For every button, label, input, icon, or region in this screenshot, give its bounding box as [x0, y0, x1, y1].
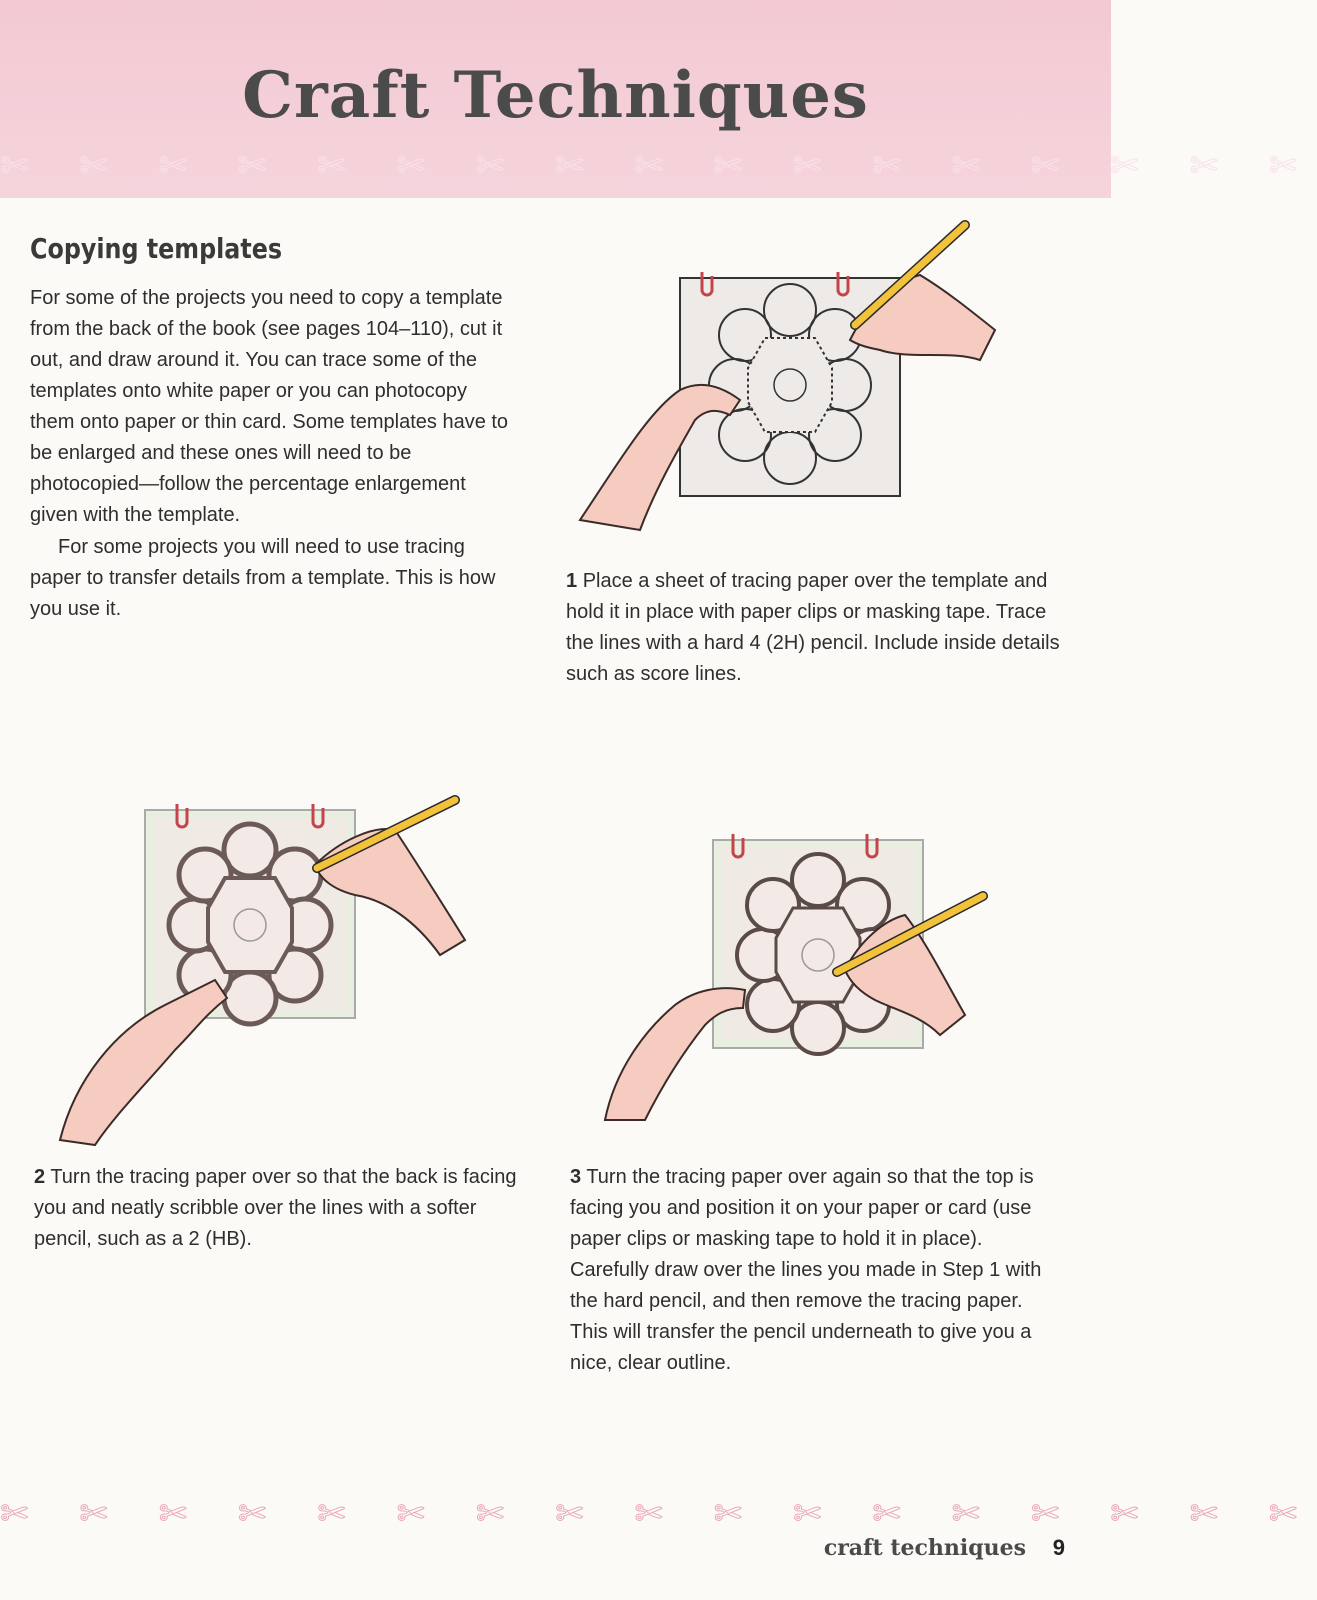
footer-section-name: craft techniques [823, 1535, 1027, 1561]
scissor-border-top: ✄ ✄ ✄ ✄ ✄ ✄ ✄ ✄ ✄ ✄ ✄ ✄ ✄ ✄ ✄ ✄ ✄ [0, 146, 1317, 186]
step-3-caption [570, 1162, 1050, 1379]
scissor-border-bottom: ✄ ✄ ✄ ✄ ✄ ✄ ✄ ✄ ✄ ✄ ✄ ✄ ✄ ✄ ✄ ✄ ✄ [0, 1494, 1317, 1534]
page-title: Craft Techniques [242, 58, 869, 133]
page-number: 9 [1052, 1535, 1065, 1560]
left-hand [605, 988, 745, 1120]
step-1-caption [566, 566, 1066, 690]
step-number: 3 [570, 1166, 582, 1188]
step-text: Turn the tracing paper over so that the back is facing you and neatly scribble over the lines with a softer pencil, such as a 2 (HB). [34, 1166, 517, 1250]
section-heading: Copying templates [30, 232, 283, 265]
left-hand [60, 980, 227, 1145]
intro-paragraph-1: For some of the projects you need to copy a template from the back of the book (see pages 104–110), cut it out, and draw around it. You can trace some of the templates onto white paper or you can photocopy them onto paper or thin card. Some templates have to be enlarged and these ones will need to be photocopied—follow the percentage enlargement given with the template. [30, 287, 509, 526]
intro-paragraph-2: For some projects you will need to use tracing paper to transfer details from a template. This is how you use it. [30, 536, 496, 620]
step-number: 1 [566, 570, 578, 592]
step-1-illustration [580, 220, 1010, 550]
step-2-illustration [55, 800, 505, 1150]
step-number: 2 [34, 1166, 46, 1188]
step-3-illustration [605, 830, 1035, 1150]
step-text: Place a sheet of tracing paper over the template and hold it in place with paper clips or masking tape. Trace the lines with a hard 4 (2H) pencil. Include inside details such as score lines. [566, 570, 1060, 685]
step-text: Turn the tracing paper over again so that the top is facing you and position it on your paper or card (use paper clips or masking tape to hold it in place). Carefully draw over the lines you made in Step 1 with the hard pencil, and then remove the tracing paper. This will transfer the pencil underneath to give you a nice, clear outline. [570, 1166, 1042, 1374]
step-2-caption [34, 1162, 534, 1255]
